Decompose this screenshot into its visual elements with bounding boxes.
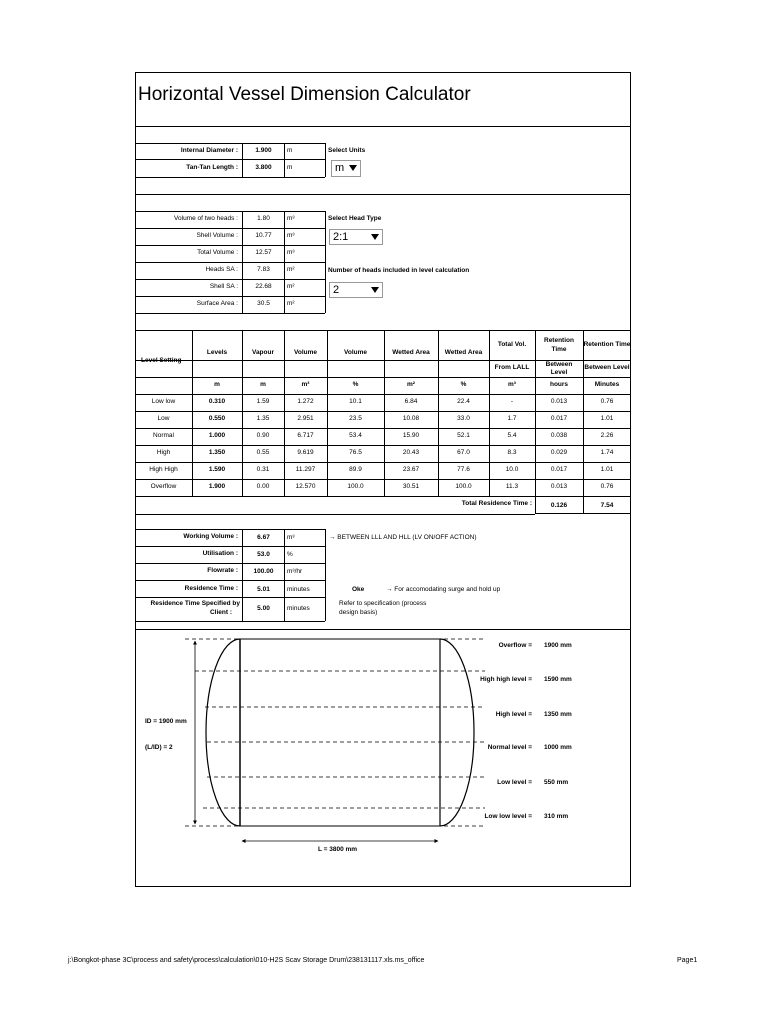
row-hours: 0.013 — [550, 483, 568, 490]
header-volume: Volume — [294, 349, 317, 356]
working-label: Working Volume : — [183, 533, 238, 540]
header-total-vol: Total Vol. — [497, 341, 527, 348]
id-label: ID = 1900 mm — [145, 718, 187, 725]
row-wetted: 20.43 — [402, 449, 420, 456]
section-divider — [135, 194, 631, 195]
level-value: 550 mm — [544, 779, 569, 786]
level-label: Low level = — [497, 779, 532, 786]
row-volume: 1.272 — [297, 398, 314, 405]
chevron-down-icon — [349, 165, 357, 171]
header-wetted-area: Wetted Area — [392, 349, 430, 356]
row-hours: 0.038 — [550, 432, 568, 439]
level-label: High level = — [495, 711, 532, 718]
row-volume-pct: 53.4 — [349, 432, 362, 439]
unit-hours: hours — [549, 381, 569, 388]
header-levels: Levels — [206, 349, 228, 356]
geometry-unit: m³ — [287, 232, 295, 239]
head-type-dropdown-value: 2:1 — [333, 231, 349, 243]
working-unit: % — [287, 551, 293, 558]
row-wetted-pct: 100.0 — [455, 483, 472, 490]
row-wetted: 10.08 — [402, 415, 420, 422]
ld-label: (L/ID) = 2 — [145, 744, 173, 751]
header-retention-hours: Retention Time — [544, 337, 574, 353]
geometry-unit: m² — [287, 266, 295, 273]
row-hours: 0.017 — [550, 466, 568, 473]
working-value: 6.67 — [257, 534, 270, 541]
level-value: 1590 mm — [544, 676, 572, 683]
row-volume-pct: 89.9 — [349, 466, 362, 473]
row-volume: 9.619 — [297, 449, 314, 456]
level-label: High high level = — [480, 676, 532, 683]
row-vapour: 0.90 — [256, 432, 270, 439]
geometry-label: Volume of two heads : — [174, 215, 238, 222]
heads-count-dropdown-value: 2 — [333, 284, 340, 296]
right-head — [440, 639, 474, 826]
row-wetted: 23.67 — [402, 466, 420, 473]
spec-value[interactable]: 5.00 — [257, 605, 270, 612]
working-unit: m³ — [287, 534, 295, 541]
tan-tan-length-value[interactable]: 3.800 — [255, 164, 272, 171]
row-minutes: 1.01 — [600, 415, 614, 422]
row-total: 11.3 — [505, 483, 519, 490]
row-wetted-pct: 67.0 — [457, 449, 470, 456]
geometry-value: 1.80 — [257, 215, 270, 222]
geometry-label: Heads SA : — [205, 266, 238, 273]
row-wetted-pct: 22.4 — [457, 398, 470, 405]
row-total: 1.7 — [507, 415, 517, 422]
header-vapour: Vapour — [251, 349, 275, 356]
row-name: Overflow — [150, 483, 177, 490]
note-refer-1: Refer to specification (process — [339, 600, 427, 607]
geometry-label: Shell Volume : — [196, 232, 238, 239]
geometry-value: 30.5 — [257, 300, 270, 307]
row-wetted-pct: 33.0 — [457, 415, 470, 422]
working-label: Flowrate : — [207, 567, 238, 574]
row-volume-pct: 76.5 — [349, 449, 362, 456]
total-residence-hours: 0.126 — [550, 502, 568, 509]
row-vapour: 0.31 — [256, 466, 270, 473]
row-vapour: 0.55 — [256, 449, 270, 456]
row-level: 0.550 — [208, 415, 226, 422]
spec-label-2: Client : — [209, 609, 232, 616]
row-hours: 0.017 — [550, 415, 568, 422]
input-label: Internal Diameter : — [180, 147, 238, 154]
row-volume: 2.951 — [297, 415, 314, 422]
title-divider — [135, 126, 631, 127]
chevron-down-icon — [371, 234, 379, 240]
row-name: Low low — [151, 398, 176, 405]
row-vapour: 0.00 — [256, 483, 270, 490]
row-volume: 12.570 — [295, 483, 316, 490]
geometry-value: 7.83 — [257, 266, 270, 273]
row-volume: 6.717 — [297, 432, 314, 439]
units-dropdown[interactable] — [331, 160, 361, 177]
row-level: 1.900 — [208, 483, 226, 490]
row-name: High High — [149, 466, 178, 473]
level-value: 310 mm — [544, 813, 569, 820]
chevron-down-icon — [371, 287, 379, 293]
footer-path: j:\Bongkot-phase 3C\process and safety\process\calculation\010-H2S Scav Storage Drum\238131117.xls.ms_office — [68, 957, 425, 964]
level-value: 1350 mm — [544, 711, 572, 718]
row-wetted-pct: 52.1 — [457, 432, 470, 439]
internal-diameter-value[interactable]: 1.900 — [255, 147, 272, 154]
geometry-unit: m² — [287, 283, 295, 290]
row-wetted: 30.51 — [402, 483, 420, 490]
row-hours: 0.013 — [550, 398, 568, 405]
row-total: 10.0 — [505, 466, 519, 473]
total-residence-minutes: 7.54 — [600, 502, 614, 509]
level-label: Overflow = — [498, 642, 532, 649]
level-label: Normal level = — [487, 744, 532, 751]
input-label: Tan-Tan Length : — [186, 164, 238, 171]
unit-total: m³ — [508, 381, 516, 388]
row-name: Normal — [153, 432, 174, 439]
row-level: 0.310 — [208, 398, 226, 405]
oke-status: Oke — [352, 586, 365, 593]
geometry-value: 12.57 — [255, 249, 272, 256]
row-volume-pct: 10.1 — [349, 398, 362, 405]
row-minutes: 1.01 — [600, 466, 614, 473]
row-minutes: 0.76 — [600, 398, 614, 405]
level-value: 1000 mm — [544, 744, 572, 751]
row-minutes: 0.76 — [600, 483, 614, 490]
row-total: 5.4 — [507, 432, 517, 439]
level-value: 1900 mm — [544, 642, 572, 649]
geometry-label: Total Volume : — [197, 249, 238, 256]
header-level-setting: Level Setting — [141, 357, 182, 364]
row-wetted-pct: 77.6 — [457, 466, 470, 473]
geometry-unit: m³ — [287, 249, 295, 256]
row-wetted: 15.90 — [402, 432, 420, 439]
input-unit: m — [287, 164, 293, 171]
geometry-unit: m² — [287, 300, 295, 307]
working-label: Utilisation : — [202, 550, 238, 557]
section-divider — [135, 330, 631, 331]
header-from-lall: From LALL — [494, 364, 530, 371]
vessel-outline — [206, 639, 474, 826]
select-units-label: Select Units — [328, 147, 366, 154]
row-level: 1.590 — [208, 466, 226, 473]
unit-minutes: Minutes — [594, 381, 620, 388]
head-type-dropdown[interactable] — [329, 229, 383, 245]
note-refer-2: design basis) — [339, 609, 378, 616]
unit-wetted: m² — [407, 381, 415, 388]
geometry-value: 10.77 — [255, 232, 272, 239]
spec-unit: minutes — [287, 605, 310, 612]
row-volume-pct: 100.0 — [347, 483, 364, 490]
units-dropdown-value: m — [335, 162, 345, 174]
working-value: 5.01 — [257, 586, 270, 593]
geometry-value: 22.68 — [255, 283, 272, 290]
geometry-label: Shell SA : — [209, 283, 238, 290]
total-residence-label: Total Residence Time : — [461, 500, 532, 507]
head-type-label: Select Head Type — [328, 215, 382, 222]
row-name: High — [156, 449, 171, 456]
note-between: → BETWEEN LLL AND HLL (LV ON/OFF ACTION) — [329, 534, 477, 541]
row-minutes: 1.74 — [600, 449, 614, 456]
header-retention-minutes: Retention Time — [583, 341, 631, 348]
row-volume: 11.297 — [295, 466, 316, 473]
row-total: 8.3 — [507, 449, 517, 456]
header-wetted-area-pct: Wetted Area — [444, 349, 483, 356]
row-hours: 0.029 — [550, 449, 568, 456]
section-divider — [135, 514, 535, 515]
row-vapour: 1.59 — [256, 398, 270, 405]
row-wetted: 6.84 — [404, 398, 418, 405]
geometry-label: Surface Area : — [196, 300, 238, 307]
unit-volume: m³ — [301, 381, 310, 388]
unit-levels: m — [214, 381, 220, 388]
note-surge: → For accomodating surge and hold up — [386, 586, 501, 593]
working-value: 53.0 — [257, 551, 270, 558]
level-label: Low low level = — [484, 813, 532, 820]
input-unit: m — [287, 147, 293, 154]
header-volume-pct: Volume — [344, 349, 367, 356]
geometry-unit: m³ — [287, 215, 295, 222]
spec-label-1: Residence Time Specified by — [150, 600, 240, 607]
unit-volume-pct: % — [352, 381, 359, 388]
row-level: 1.000 — [208, 432, 226, 439]
heads-count-label: Number of heads included in level calculation — [328, 267, 470, 274]
working-unit: m³/hr — [287, 568, 303, 575]
left-head — [206, 639, 240, 826]
unit-vapour: m — [260, 381, 266, 388]
unit-wetted-pct: % — [460, 381, 467, 388]
row-volume-pct: 23.5 — [349, 415, 362, 422]
row-name: Low — [157, 415, 170, 422]
page-title: Horizontal Vessel Dimension Calculator — [138, 84, 471, 105]
header-between-hours: Between Level — [545, 361, 573, 376]
row-level: 1.350 — [208, 449, 226, 456]
row-vapour: 1.35 — [256, 415, 270, 422]
working-unit: minutes — [287, 586, 310, 593]
heads-count-dropdown[interactable] — [329, 282, 383, 298]
footer-page: Page1 — [677, 957, 698, 964]
working-label: Residence Time : — [184, 585, 238, 592]
flowrate-value[interactable]: 100.00 — [253, 568, 274, 575]
row-total: - — [510, 398, 514, 405]
header-between-minutes: Between Level — [584, 364, 630, 371]
length-label: L = 3800 mm — [318, 846, 358, 853]
row-minutes: 2.26 — [600, 432, 614, 439]
